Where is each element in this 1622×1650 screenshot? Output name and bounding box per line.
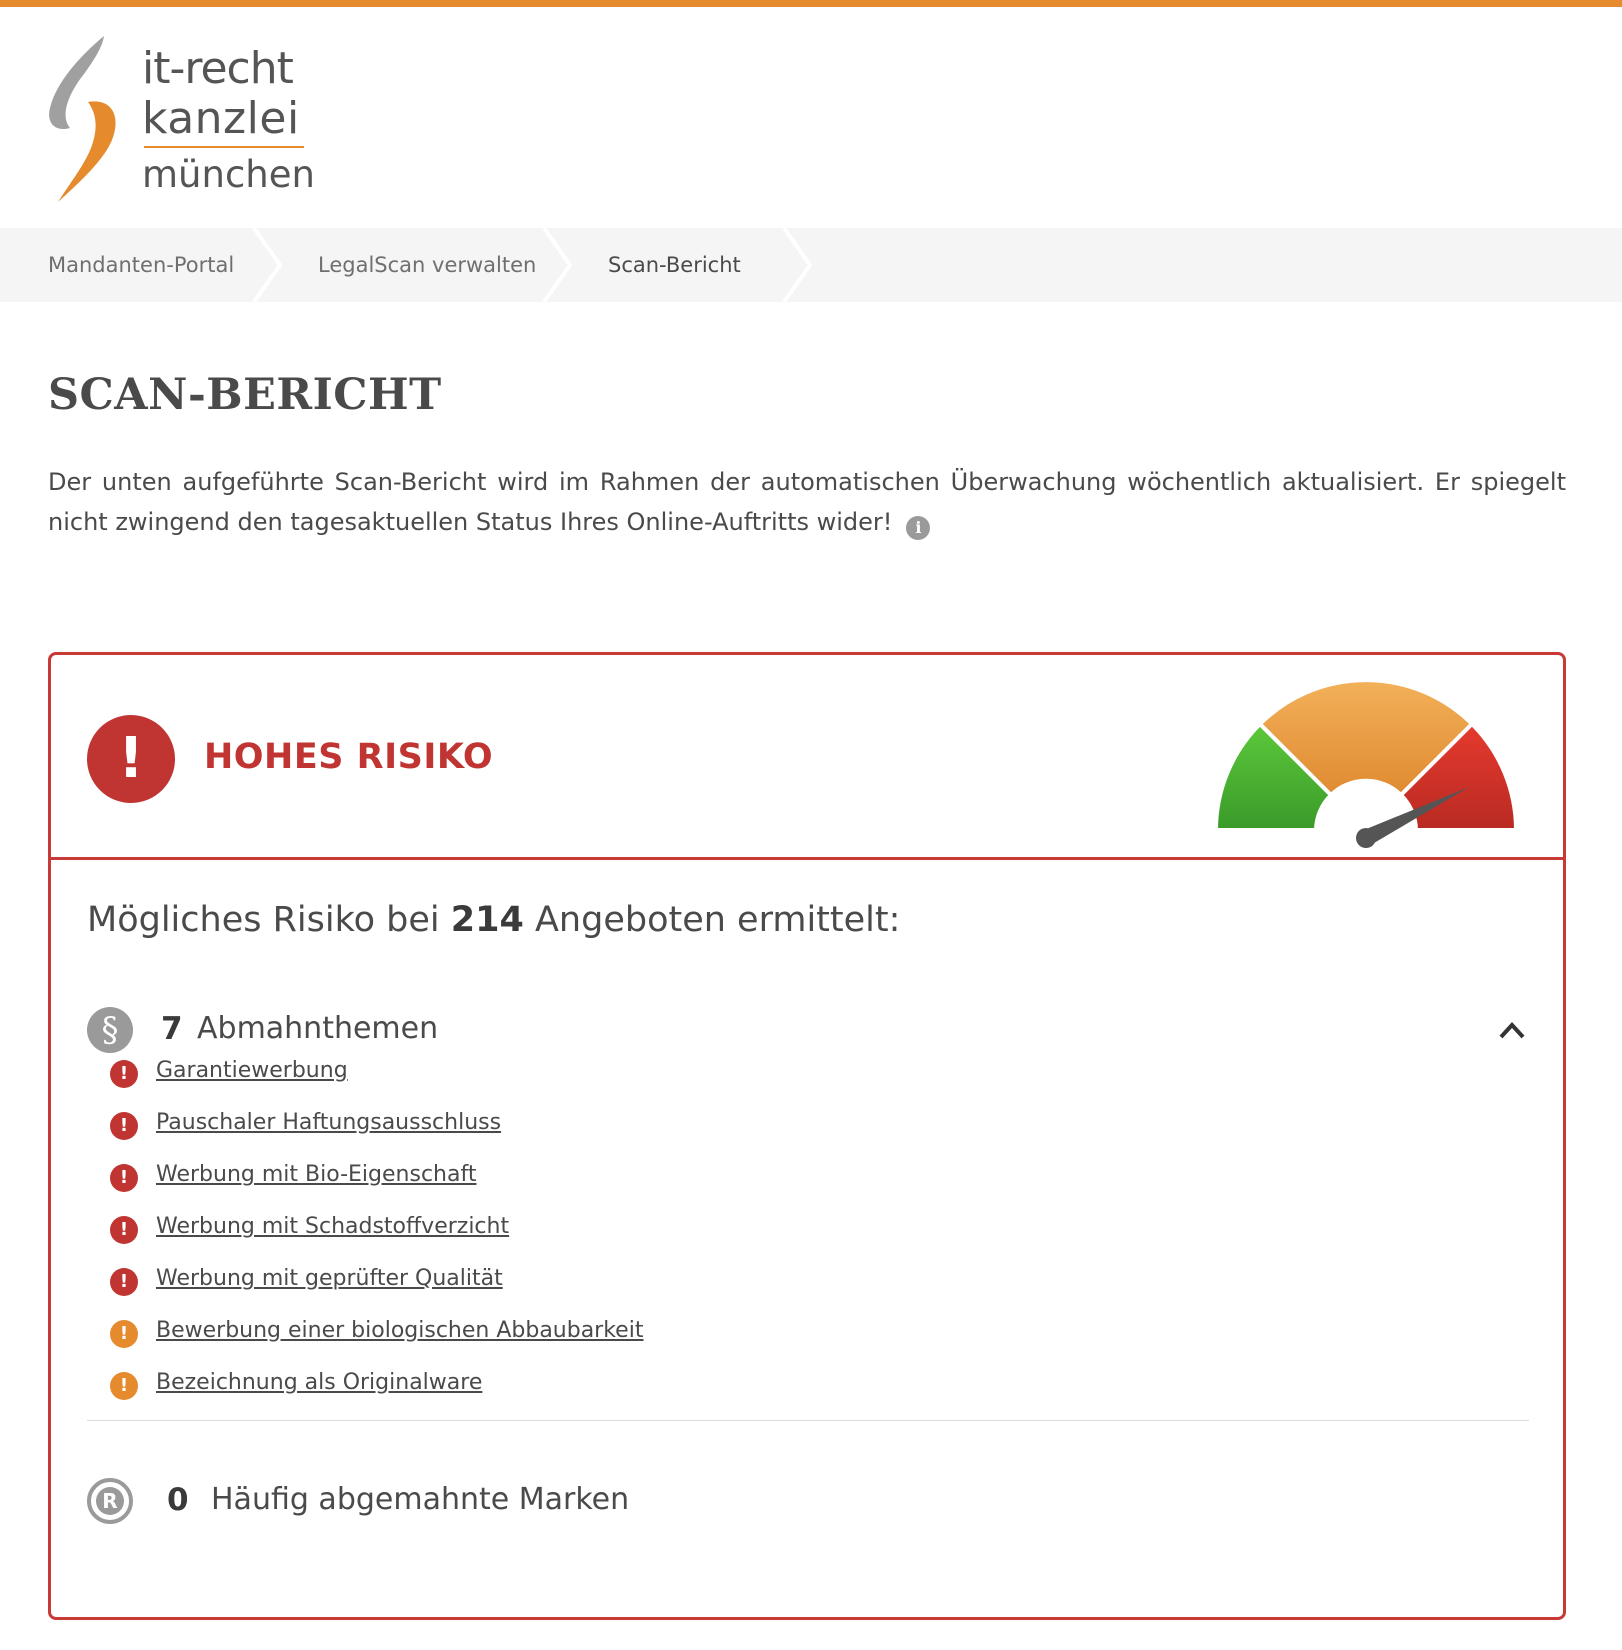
summary-prefix: Mögliches Risiko bei	[87, 900, 440, 940]
chevron-up-icon[interactable]	[1497, 1017, 1527, 1041]
topic-link[interactable]: Pauschaler Haftungsausschluss	[156, 1110, 502, 1135]
alert-icon: !	[110, 1112, 138, 1140]
logo-line-2: kanzlei	[142, 93, 300, 144]
risk-card	[48, 652, 1566, 1620]
logo-mark-icon	[48, 36, 128, 206]
alert-icon: !	[110, 1216, 138, 1244]
topic-link[interactable]: Garantiewerbung	[156, 1058, 348, 1083]
logo-line-3: münchen	[142, 153, 315, 196]
topics-section-header[interactable]	[87, 1007, 1527, 1055]
brands-label: Häufig abgemahnte Marken	[211, 1482, 630, 1517]
logo-divider	[144, 146, 304, 148]
logo[interactable]	[48, 36, 328, 206]
breadcrumb-separator-icon	[542, 228, 576, 302]
breadcrumb-item-legalscan[interactable]: LegalScan verwalten	[318, 253, 537, 277]
alert-icon: !	[110, 1268, 138, 1296]
exclamation-icon: !	[87, 715, 175, 803]
page-title: SCAN-BERICHT	[48, 370, 442, 420]
risk-header	[51, 655, 1563, 860]
offer-count: 214	[450, 900, 524, 940]
breadcrumb-separator-icon	[782, 228, 816, 302]
registered-trademark-icon: R	[87, 1478, 133, 1524]
top-accent-bar	[0, 0, 1622, 7]
risk-summary	[87, 900, 900, 940]
risk-level-label: HOHES RISIKO	[204, 737, 494, 777]
logo-line-1: it-recht	[142, 43, 293, 94]
info-icon[interactable]: i	[906, 516, 930, 540]
topic-link[interactable]: Bewerbung einer biologischen Abbaubarkeit	[156, 1318, 644, 1343]
paragraph-icon: §	[87, 1007, 133, 1053]
alert-icon: !	[110, 1164, 138, 1192]
topic-link[interactable]: Bezeichnung als Originalware	[156, 1370, 483, 1395]
warning-icon: !	[110, 1320, 138, 1348]
summary-suffix: Angeboten ermittelt:	[534, 900, 901, 940]
breadcrumb-item-scan-bericht: Scan-Bericht	[608, 253, 741, 277]
intro-text	[48, 462, 1566, 542]
intro-text-body: Der unten aufgeführte Scan-Bericht wird im Rahmen der automatischen Überwachung wöchentlich aktualisiert. Er spiegelt nicht zwingend den tagesaktuellen Status Ihres Online-Auftritts wider!	[48, 468, 1566, 536]
risk-gauge	[1211, 675, 1521, 850]
topic-link[interactable]: Werbung mit Schadstoffverzicht	[156, 1214, 510, 1239]
topics-count: 7	[161, 1011, 183, 1047]
breadcrumb-separator-icon	[252, 228, 286, 302]
section-divider	[87, 1420, 1529, 1421]
brands-count: 0	[167, 1482, 189, 1518]
brands-section-header[interactable]	[87, 1478, 1527, 1526]
logo-wordmark	[142, 44, 315, 196]
breadcrumb	[0, 228, 1622, 302]
warning-icon: !	[110, 1372, 138, 1400]
topic-link[interactable]: Werbung mit geprüfter Qualität	[156, 1266, 503, 1291]
breadcrumb-item-mandanten-portal[interactable]: Mandanten-Portal	[48, 253, 235, 277]
topic-link[interactable]: Werbung mit Bio-Eigenschaft	[156, 1162, 477, 1187]
topics-label: Abmahnthemen	[197, 1011, 439, 1046]
alert-icon: !	[110, 1060, 138, 1088]
